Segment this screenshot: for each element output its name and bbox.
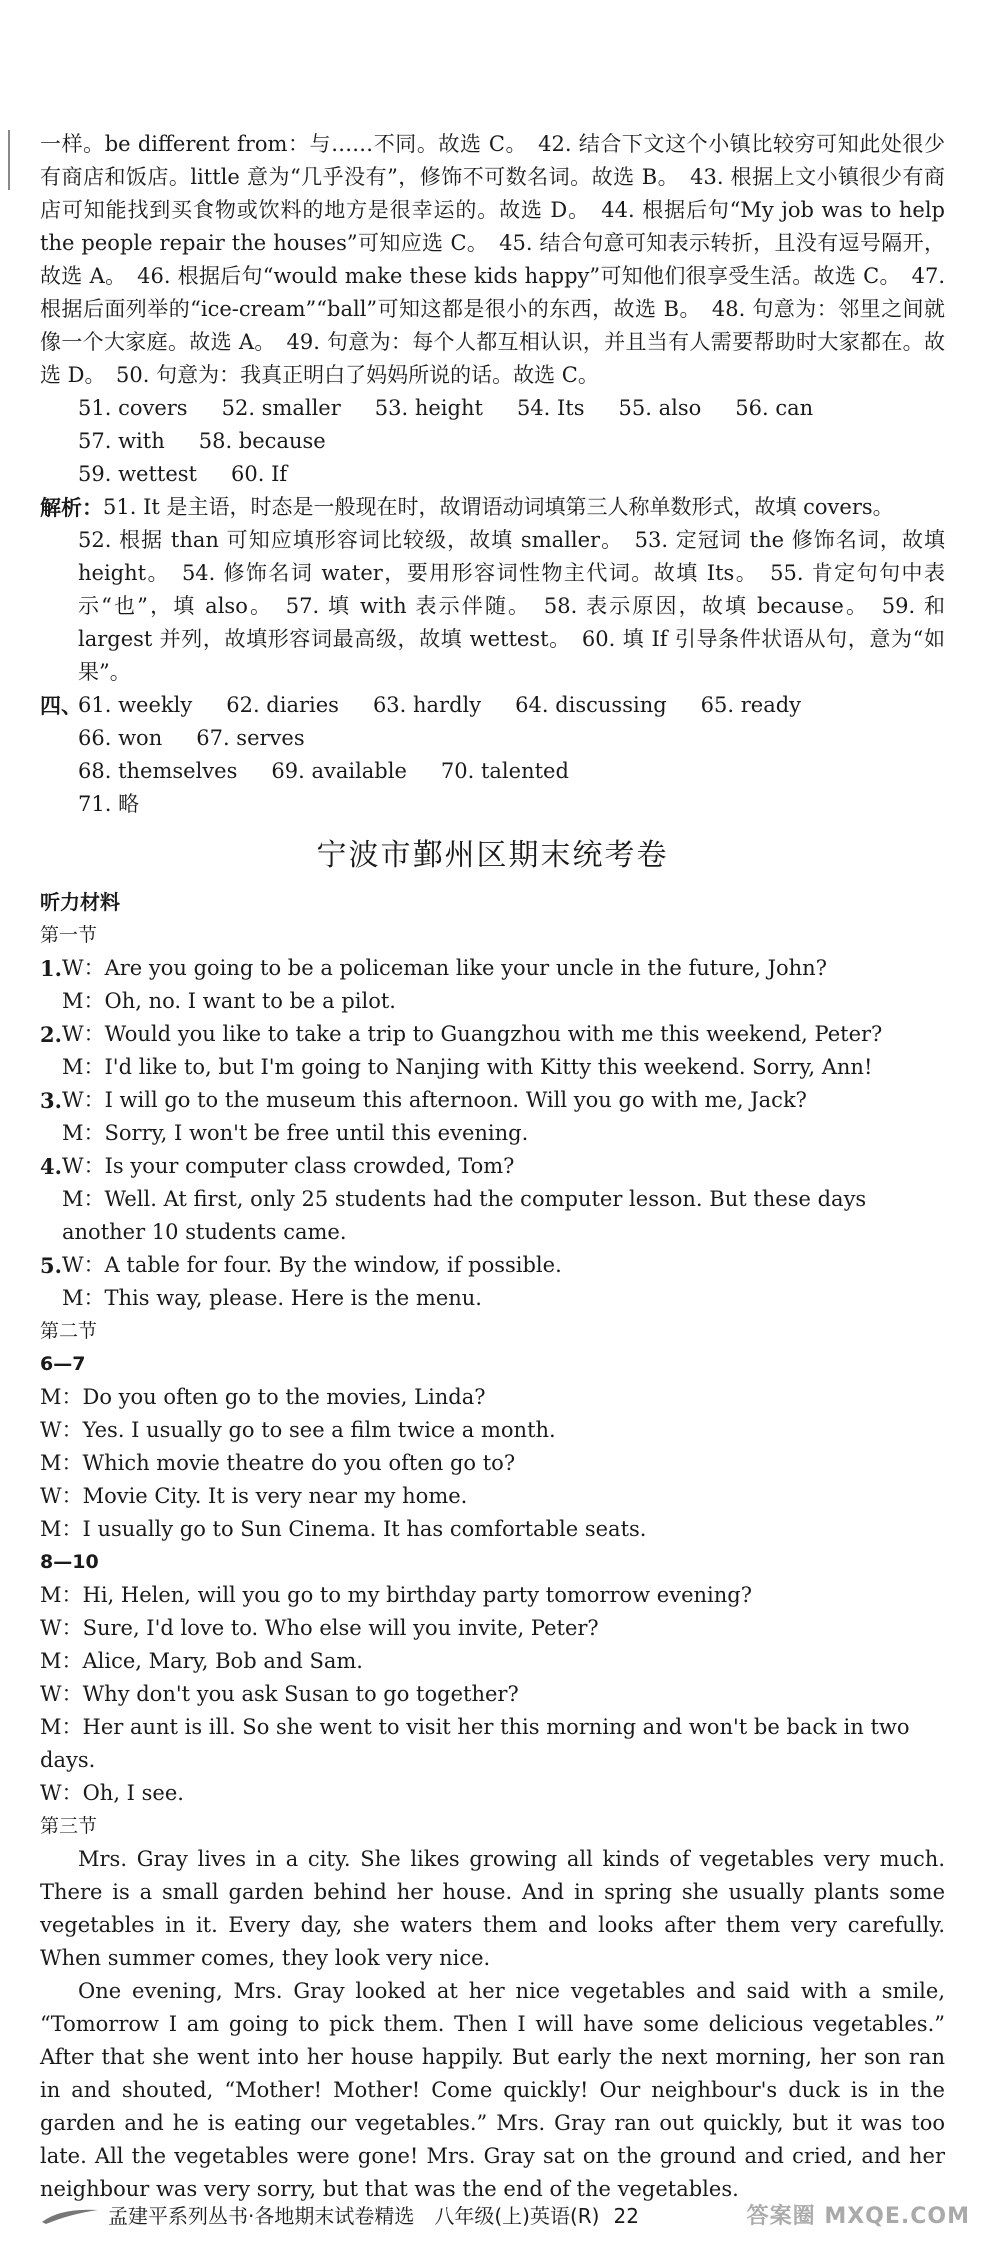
dialogue-line: M：I usually go to Sun Cinema. It has comfortable seats.	[40, 1517, 647, 1541]
dialogue-line: M：Oh, no. I want to be a pilot.	[62, 989, 396, 1013]
answer-60: 60. If	[231, 462, 288, 486]
answer-53: 53. height	[374, 396, 483, 420]
answer-71: 71. 略	[78, 792, 140, 816]
part4-answers-row-2	[40, 755, 945, 788]
margin-mark	[8, 130, 18, 190]
dialogue-line: M：Alice, Mary, Bob and Sam.	[40, 1649, 363, 1673]
page-number: 22	[613, 2203, 639, 2228]
answer-58: 58. because	[198, 429, 326, 453]
answer-70: 70. talented	[440, 759, 569, 783]
explanation-51: 51. It 是主语，时态是一般现在时，故谓语动词填第三人称单数形式，故填 covers。	[103, 495, 894, 519]
dialogue-line: M：This way, please. Here is the menu.	[62, 1286, 482, 1310]
passage-paragraph-1: Mrs. Gray lives in a city. She likes growing all kinds of vegetables very much. There is a small garden behind her house. And in spring she usually plants some vegetables in it. Every day, she waters them and looks after them very carefully. When summer comes, they look very nice.	[40, 1847, 945, 1970]
dialogue-line: M：Well. At first, only 25 students had the computer lesson. But these days another 10 students came.	[62, 1187, 867, 1244]
dialogue-line: W：Why don't you ask Susan to go together?	[40, 1682, 519, 1706]
dialogue-number: 5.	[40, 1253, 62, 1278]
section-1-label: 第一节	[40, 924, 98, 946]
dialogue-line: W：Sure, I'd love to. Who else will you invite, Peter?	[40, 1616, 599, 1640]
dialogue-6-7	[40, 1381, 945, 1546]
page-footer	[40, 2196, 970, 2236]
part4-label: 四、	[40, 693, 82, 718]
exam-title: 宁波市鄞州区期末统考卷	[316, 838, 669, 873]
answer-64: 64. discussing	[515, 693, 667, 717]
series-name: 孟建平系列丛书·各地期末试卷精选 八年级(上)英语(R)	[108, 2203, 600, 2228]
answers-previous-exam	[40, 128, 945, 821]
dialogue-3	[40, 1084, 945, 1150]
dialogue-line: M：Do you often go to the movies, Linda?	[40, 1385, 486, 1409]
answer-55: 55. also	[618, 396, 702, 420]
dialogue-5	[40, 1249, 945, 1315]
answer-52: 52. smaller	[221, 396, 341, 420]
dialogue-line: M：I'd like to, but I'm going to Nanjing with Kitty this weekend. Sorry, Ann!	[62, 1055, 873, 1079]
listening-material	[40, 886, 945, 2206]
answer-54: 54. Its	[516, 396, 585, 420]
answer-56: 56. can	[735, 396, 814, 420]
dialogue-number: 2.	[40, 1022, 62, 1047]
answer-67: 67. serves	[196, 726, 305, 750]
dialogue-line: M：Her aunt is ill. So she went to visit her this morning and won't be back in two days.	[40, 1715, 910, 1772]
dialogue-1	[40, 952, 945, 1018]
dialogue-line: W：Movie City. It is very near my home.	[40, 1484, 468, 1508]
explanation-block	[40, 491, 945, 524]
answer-68: 68. themselves	[78, 759, 238, 783]
explanation-label: 解析：	[40, 495, 103, 520]
questions-6-7-label: 6—7	[40, 1353, 86, 1375]
watermark: 答案圈 MXQE.COM	[746, 2203, 970, 2229]
explanation-52-60: 52. 根据 than 可知应填形容词比较级，故填 smaller。 53. 定冠词 the 修饰名词，故填 height。 54. 修饰名词 water，要用形容词性物主代词。故填 Its。 55. 肯定句句中表示“也”，填 also。 57. 填 with 表示伴随。 58. 表示原因，故填 because。 59. 和 largest 并列，故填形容词最高级，故填 wettest。 60. 填 If 引导条件状语从句，意为“如果”。	[78, 528, 945, 684]
dialogue-line: M：Which movie theatre do you often go to?	[40, 1451, 516, 1475]
answer-51: 51. covers	[78, 396, 188, 420]
listening-heading: 听力材料	[40, 890, 120, 914]
section-2-label: 第二节	[40, 1320, 98, 1342]
fill-answers-row-1	[40, 392, 945, 458]
dialogue-line: M：Sorry, I won't be free until this evening.	[62, 1121, 529, 1145]
dialogue-4	[40, 1150, 945, 1249]
section-3-label: 第三节	[40, 1815, 98, 1837]
answer-69: 69. available	[271, 759, 407, 783]
questions-8-10-label: 8—10	[40, 1551, 99, 1573]
part4-answers	[40, 689, 945, 755]
dialogue-line: M：Hi, Helen, will you go to my birthday party tomorrow evening?	[40, 1583, 752, 1607]
answer-62: 62. diaries	[226, 693, 339, 717]
answer-65: 65. ready	[700, 693, 802, 717]
answer-66: 66. won	[78, 726, 163, 750]
dialogue-number: 4.	[40, 1154, 62, 1179]
passage-paragraph-2: One evening, Mrs. Gray looked at her nice vegetables and said with a smile, “Tomorrow I am going to pick them. Then I will have some delicious vegetables.” After that she went into her house happily. But early the next morning, her son ran in and shouted, “Mother! Mother! Come quickly! Our neighbour's duck is in the garden and he is eating our vegetables.” Mrs. Gray ran out quickly, but it was too late. All the vegetables were gone! Mrs. Gray sat on the ground and cried, and her neighbour was very sorry, but that was the end of the vegetables.	[40, 1979, 945, 2201]
answer-63: 63. hardly	[372, 693, 482, 717]
dialogue-8-10	[40, 1579, 945, 1810]
fill-answers-row-2	[40, 458, 945, 491]
dialogue-line: W：Oh, I see.	[40, 1781, 184, 1805]
answer-59: 59. wettest	[78, 462, 197, 486]
answer-57: 57. with	[78, 429, 165, 453]
feather-decoration-icon	[40, 2206, 100, 2226]
dialogue-line: W：I will go to the museum this afternoon. Will you go with me, Jack?	[62, 1088, 807, 1112]
dialogue-number: 3.	[40, 1088, 62, 1113]
dialogue-line: W：A table for four. By the window, if possible.	[62, 1253, 562, 1277]
dialogue-number: 1.	[40, 956, 62, 981]
dialogue-line: W：Would you like to take a trip to Guangzhou with me this weekend, Peter?	[62, 1022, 883, 1046]
answer-explanation-41-50: 一样。be different from：与……不同。故选 C。 42. 结合下文这个小镇比较穷可知此处很少有商店和饭店。little 意为“几乎没有”，修饰不可数名词。故选 B。 43. 根据上文小镇很少有商店可知能找到买食物或饮料的地方是很幸运的。故选 D。 44. 根据后句“My job was to help the people repair the houses”可知应选 C。 45. 结合句意可知表示转折，且没有逗号隔开，故选 A。 46. 根据后句“would make these kids happy”可知他们很享受生活。故选 C。 47. 根据后面列举的“ice-cream”“ball”可知这都是很小的东西，故选 B。 48. 句意为：邻里之间就像一个大家庭。故选 A。 49. 句意为：每个人都互相认识，并且当有人需要帮助时大家都在。故选 D。 50. 句意为：我真正明白了妈妈所说的话。故选 C。	[40, 132, 945, 387]
dialogue-2	[40, 1018, 945, 1084]
answer-61: 61. weekly	[78, 693, 193, 717]
dialogue-line: W：Is your computer class crowded, Tom?	[62, 1154, 515, 1178]
dialogue-line: W：Yes. I usually go to see a film twice a month.	[40, 1418, 556, 1442]
dialogue-line: W：Are you going to be a policeman like your uncle in the future, John?	[62, 956, 827, 980]
